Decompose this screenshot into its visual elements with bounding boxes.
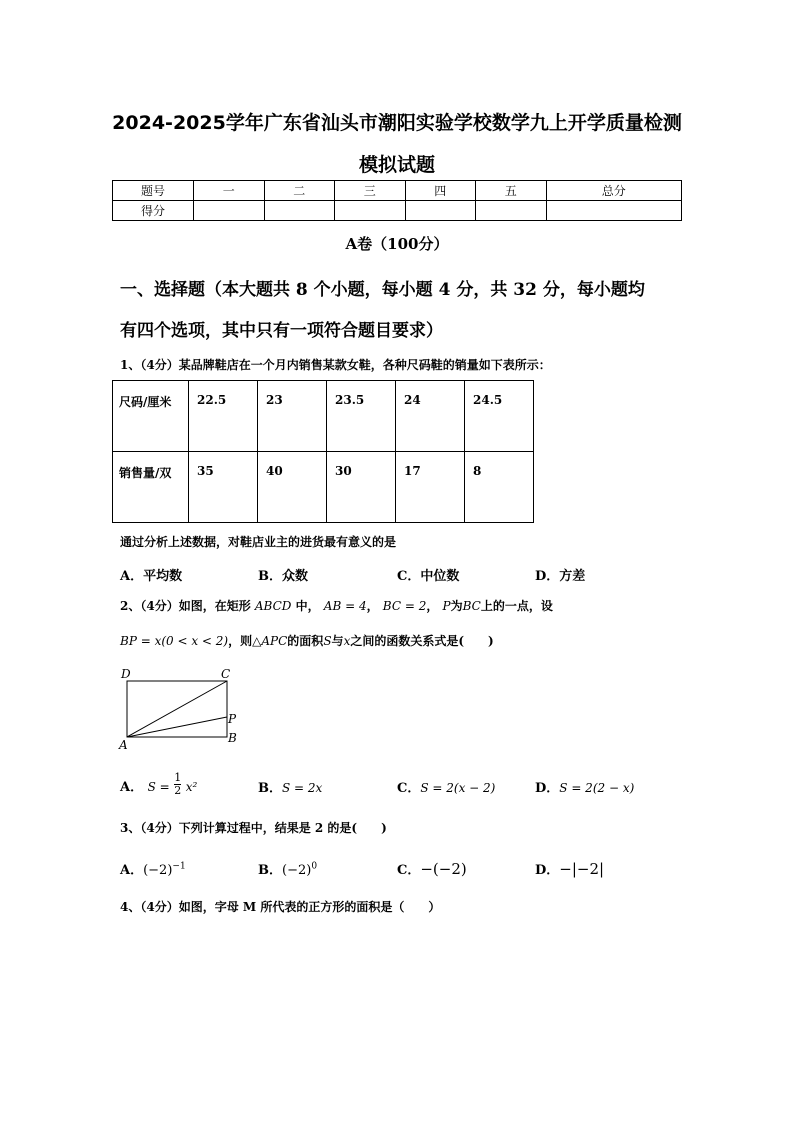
question-1-followup: 通过分析上述数据，对鞋店业主的进货最有意义的是: [120, 535, 397, 549]
score-table: [112, 180, 682, 221]
score-cell[interactable]: [335, 201, 406, 221]
option-math: (−2): [282, 863, 312, 878]
fraction: [174, 772, 181, 797]
label-c: C: [221, 667, 231, 681]
stem-text: 与: [331, 634, 344, 648]
table-cell: 销售量/双: [113, 452, 189, 523]
math-triangle: △APC: [252, 634, 288, 648]
option-d[interactable]: D．方差: [535, 569, 586, 584]
question-2-stem: 2、（4分）如图，在矩形 ABCD 中， AB = 4， BC = 2， P为BC上的一点，设: [120, 599, 553, 613]
option-b[interactable]: [258, 859, 317, 878]
label-b: B: [228, 731, 237, 745]
score-cell[interactable]: [476, 201, 547, 221]
question-2-stem-line2: [120, 632, 494, 649]
option-math: x²: [185, 780, 198, 794]
score-header-cell: 二: [264, 181, 335, 201]
stem-text: 中，: [295, 599, 320, 613]
option-a[interactable]: A．平均数: [120, 569, 183, 584]
option-label: A．: [120, 863, 144, 878]
math-bc2: BC: [462, 599, 481, 613]
score-row-label: 得分: [113, 201, 194, 221]
fraction-numerator: 1: [174, 771, 182, 784]
option-math: −|−2|: [559, 860, 605, 878]
option-a[interactable]: [120, 771, 198, 800]
shoe-size-table: [112, 380, 534, 523]
option-math: S =: [147, 780, 170, 794]
option-label: B．: [258, 863, 282, 878]
option-label: D．: [535, 781, 560, 796]
table-cell: 30: [327, 452, 396, 523]
score-table-score-row: [113, 201, 682, 221]
label-d: D: [121, 667, 131, 681]
question-4-stem: 4、（4分）如图，字母 M 所代表的正方形的面积是（ ）: [120, 900, 441, 914]
option-exponent: −1: [172, 861, 186, 872]
option-label: C．: [397, 781, 421, 796]
stem-text: ，则: [228, 634, 253, 648]
table-row: [113, 452, 534, 523]
table-cell: 40: [258, 452, 327, 523]
score-cell[interactable]: [264, 201, 335, 221]
option-d[interactable]: [535, 859, 604, 878]
table-cell: 23: [258, 381, 327, 452]
question-1-stem: 1、（4分）某品牌鞋店在一个月内销售某款女鞋，各种尺码鞋的销量如下表所示：: [120, 358, 551, 372]
segment-ap: [127, 717, 227, 737]
score-header-cell: 三: [335, 181, 406, 201]
option-math: S = 2x: [282, 781, 323, 795]
fraction-denominator: 2: [174, 784, 182, 797]
score-header-cell: 五: [476, 181, 547, 201]
math-ab: AB = 4: [323, 599, 367, 613]
score-table-header-row: [113, 181, 682, 201]
option-b[interactable]: B．众数: [258, 569, 308, 584]
score-header-cell: 总分: [546, 181, 682, 201]
table-cell: 17: [396, 452, 465, 523]
option-label: D．: [535, 863, 560, 878]
table-cell: 8: [465, 452, 534, 523]
stem-text: 上的一点，设: [480, 599, 553, 613]
score-header-cell: 题号: [113, 181, 194, 201]
option-c[interactable]: C．中位数: [397, 569, 460, 584]
math-bc: BC = 2: [382, 599, 427, 613]
option-math: S = 2(x − 2): [420, 781, 496, 795]
stem-text: 之间的函数关系式是( ): [350, 634, 494, 648]
rectangle-figure: [115, 665, 245, 750]
table-cell: 22.5: [189, 381, 258, 452]
option-math: S = 2(2 − x): [559, 781, 635, 795]
option-b[interactable]: [258, 777, 322, 796]
page-title-line1: 2024-2025学年广东省汕头市潮阳实验学校数学九上开学质量检测: [112, 112, 682, 134]
math-p: P: [442, 599, 451, 613]
option-a[interactable]: [120, 859, 186, 878]
question-3-stem: 3、（4分）下列计算过程中，结果是 2 的是( ): [120, 821, 387, 835]
page-title-line2: 模拟试题: [358, 154, 435, 176]
option-math: −(−2): [420, 860, 467, 878]
table-cell: 24: [396, 381, 465, 452]
table-cell: 23.5: [327, 381, 396, 452]
option-c[interactable]: [397, 859, 467, 878]
math-bp: BP = x(0 < x < 2): [120, 634, 229, 648]
option-label: B．: [258, 781, 282, 796]
section-heading-line2: 有四个选项，其中只有一项符合题目要求）: [120, 321, 443, 341]
section-heading-line1: 一、选择题（本大题共 8 个小题，每小题 4 分，共 32 分，每小题均: [120, 280, 645, 300]
stem-text: 的面积: [287, 634, 324, 648]
stem-text: 2、（4分）如图，在矩形: [120, 599, 251, 613]
table-cell: 24.5: [465, 381, 534, 452]
label-a: A: [119, 738, 128, 750]
option-c[interactable]: [397, 777, 495, 796]
table-cell: 尺码/厘米: [113, 381, 189, 452]
volume-label: A卷（100分）: [345, 235, 449, 253]
math-s: S: [323, 634, 332, 648]
option-exponent: 0: [311, 861, 318, 872]
table-cell: 35: [189, 452, 258, 523]
score-cell[interactable]: [405, 201, 476, 221]
math-x: x: [343, 634, 351, 648]
score-header-cell: 四: [405, 181, 476, 201]
option-label: C．: [397, 863, 421, 878]
option-label: A．: [120, 780, 144, 795]
score-cell[interactable]: [194, 201, 265, 221]
option-d[interactable]: [535, 777, 634, 796]
math-rect: ABCD: [254, 599, 292, 613]
segment-ac: [127, 681, 227, 737]
score-header-cell: 一: [194, 181, 265, 201]
label-p: P: [228, 712, 237, 726]
table-row: [113, 381, 534, 452]
score-cell[interactable]: [546, 201, 682, 221]
stem-text: 为: [450, 599, 463, 613]
option-math: (−2): [143, 863, 173, 878]
